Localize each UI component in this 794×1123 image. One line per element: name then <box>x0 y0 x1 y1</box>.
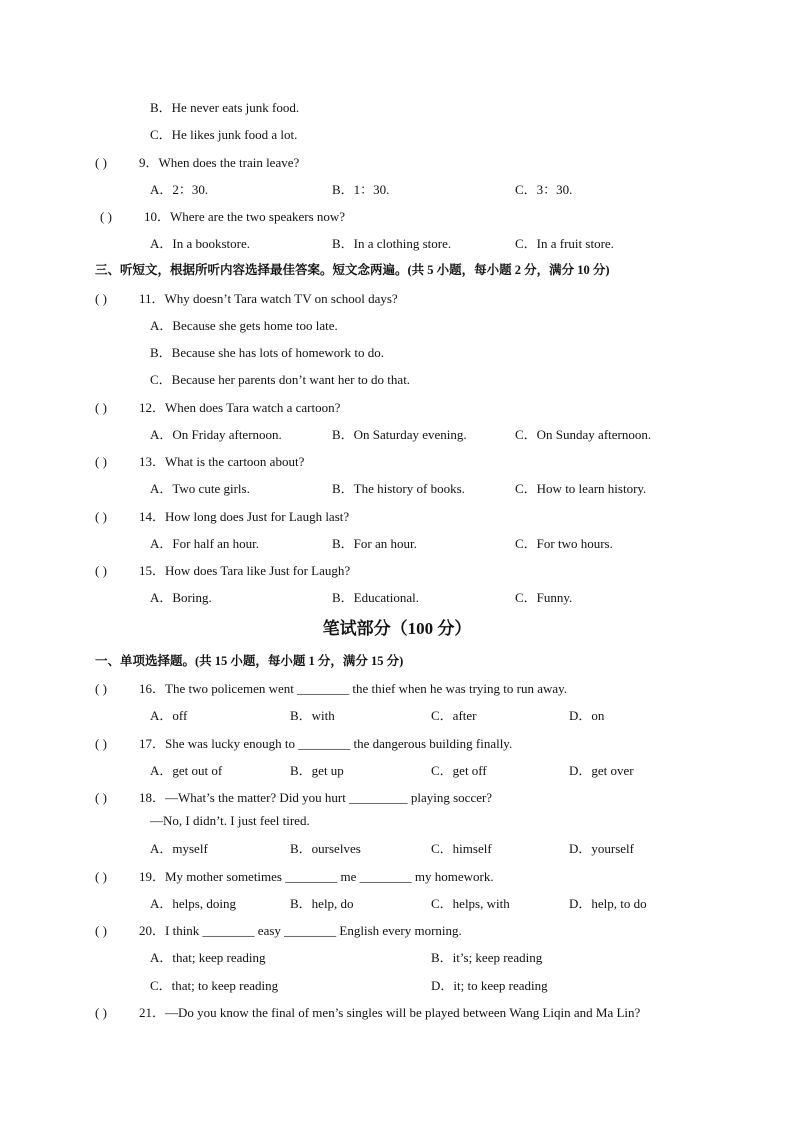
q10-option-a: A．In a bookstore. <box>150 236 251 251</box>
q19-option-b: B．help, do <box>290 896 354 911</box>
q12-option-b: B．On Saturday evening. <box>332 427 467 442</box>
answer-blank[interactable]: ( ) <box>95 736 107 751</box>
q9-option-c: C．3：30. <box>515 182 573 197</box>
section-1-heading: 一、单项选择题。(共 15 小题，每小题 1 分，满分 15 分) <box>95 654 404 668</box>
question-11 <box>95 288 398 307</box>
question-16 <box>95 678 567 697</box>
question-stem: 13．What is the cartoon about? <box>139 454 305 469</box>
answer-blank[interactable]: ( ) <box>95 923 107 938</box>
q9-option-b: B．1：30. <box>332 182 390 197</box>
question-stem: 10．Where are the two speakers now? <box>144 209 346 224</box>
q11-option-b: B．Because she has lots of homework to do. <box>150 345 384 360</box>
question-19 <box>95 866 494 885</box>
q17-option-c: C．get off <box>431 763 487 778</box>
q16-option-b: B．with <box>290 708 335 723</box>
answer-blank[interactable]: ( ) <box>95 454 107 469</box>
q13-option-b: B．The history of books. <box>332 481 465 496</box>
q15-option-a: A．Boring. <box>150 590 212 605</box>
q18-option-a: A．myself <box>150 841 208 856</box>
question-stem: 17．She was lucky enough to ________ the dangerous building finally. <box>139 736 513 751</box>
q18-reply: —No, I didn’t. I just feel tired. <box>150 813 310 828</box>
q18-option-b: B．ourselves <box>290 841 361 856</box>
question-stem: 15．How does Tara like Just for Laugh? <box>139 563 351 578</box>
answer-blank[interactable]: ( ) <box>95 563 107 578</box>
question-13 <box>95 451 304 470</box>
q18-option-d: D．yourself <box>569 841 634 856</box>
q16-option-a: A．off <box>150 708 188 723</box>
q14-option-b: B．For an hour. <box>332 536 417 551</box>
q15-option-c: C．Funny. <box>515 590 573 605</box>
q20-option-d: D．it; to keep reading <box>431 978 548 993</box>
q11-option-c: C．Because her parents don’t want her to do that. <box>150 372 411 387</box>
q20-option-c: C．that; to keep reading <box>150 978 279 993</box>
q18-option-c: C．himself <box>431 841 492 856</box>
question-12 <box>95 397 340 416</box>
question-stem: 11．Why doesn’t Tara watch TV on school days? <box>139 291 398 306</box>
question-stem: 18．—What’s the matter? Did you hurt _________ playing soccer? <box>139 790 493 805</box>
written-part-title: 笔试部分（100 分） <box>322 619 472 638</box>
question-stem: 14．How long does Just for Laugh last? <box>139 509 350 524</box>
q19-option-a: A．helps, doing <box>150 896 236 911</box>
q15-option-b: B．Educational. <box>332 590 420 605</box>
question-stem: 19．My mother sometimes ________ me ________ my homework. <box>139 869 494 884</box>
question-10 <box>100 206 345 225</box>
q17-option-b: B．get up <box>290 763 344 778</box>
q11-option-a: A．Because she gets home too late. <box>150 318 338 333</box>
answer-blank[interactable]: ( ) <box>95 400 107 415</box>
q13-option-a: A．Two cute girls. <box>150 481 250 496</box>
answer-blank[interactable]: ( ) <box>95 155 107 170</box>
answer-blank[interactable]: ( ) <box>95 291 107 306</box>
q17-option-d: D．get over <box>569 763 634 778</box>
question-14 <box>95 506 349 525</box>
question-stem: 9．When does the train leave? <box>139 155 300 170</box>
question-stem: 21．—Do you know the final of men’s singles will be played between Wang Liqin and Ma Lin? <box>139 1005 641 1020</box>
answer-blank[interactable]: ( ) <box>95 869 107 884</box>
question-21 <box>95 1002 640 1021</box>
q20-option-a: A．that; keep reading <box>150 950 266 965</box>
option-prev-c: C．He likes junk food a lot. <box>150 127 298 142</box>
question-stem: 16．The two policemen went ________ the thief when he was trying to run away. <box>139 681 568 696</box>
q13-option-c: C．How to learn history. <box>515 481 647 496</box>
question-18 <box>95 787 492 806</box>
question-17 <box>95 733 512 752</box>
q19-option-c: C．helps, with <box>431 896 510 911</box>
question-9 <box>95 152 299 171</box>
q19-option-d: D．help, to do <box>569 896 647 911</box>
q16-option-c: C．after <box>431 708 477 723</box>
q10-option-c: C．In a fruit store. <box>515 236 614 251</box>
q14-option-a: A．For half an hour. <box>150 536 260 551</box>
answer-blank[interactable]: ( ) <box>95 509 107 524</box>
question-stem: 20．I think ________ easy ________ English every morning. <box>139 923 462 938</box>
q12-option-a: A．On Friday afternoon. <box>150 427 282 442</box>
answer-blank[interactable]: ( ) <box>95 790 107 805</box>
question-20 <box>95 920 462 939</box>
question-15 <box>95 560 350 579</box>
q12-option-c: C．On Sunday afternoon. <box>515 427 652 442</box>
q17-option-a: A．get out of <box>150 763 223 778</box>
answer-blank[interactable]: ( ) <box>100 209 112 224</box>
answer-blank[interactable]: ( ) <box>95 681 107 696</box>
question-stem: 12．When does Tara watch a cartoon? <box>139 400 341 415</box>
option-prev-b: B．He never eats junk food. <box>150 100 300 115</box>
q16-option-d: D．on <box>569 708 605 723</box>
q9-option-a: A．2：30. <box>150 182 209 197</box>
section-3-heading: 三、听短文，根据所听内容选择最佳答案。短文念两遍。(共 5 小题，每小题 2 分，满分 10 分) <box>95 263 610 277</box>
q10-option-b: B．In a clothing store. <box>332 236 452 251</box>
q20-option-b: B．it’s; keep reading <box>431 950 543 965</box>
q14-option-c: C．For two hours. <box>515 536 613 551</box>
answer-blank[interactable]: ( ) <box>95 1005 107 1020</box>
